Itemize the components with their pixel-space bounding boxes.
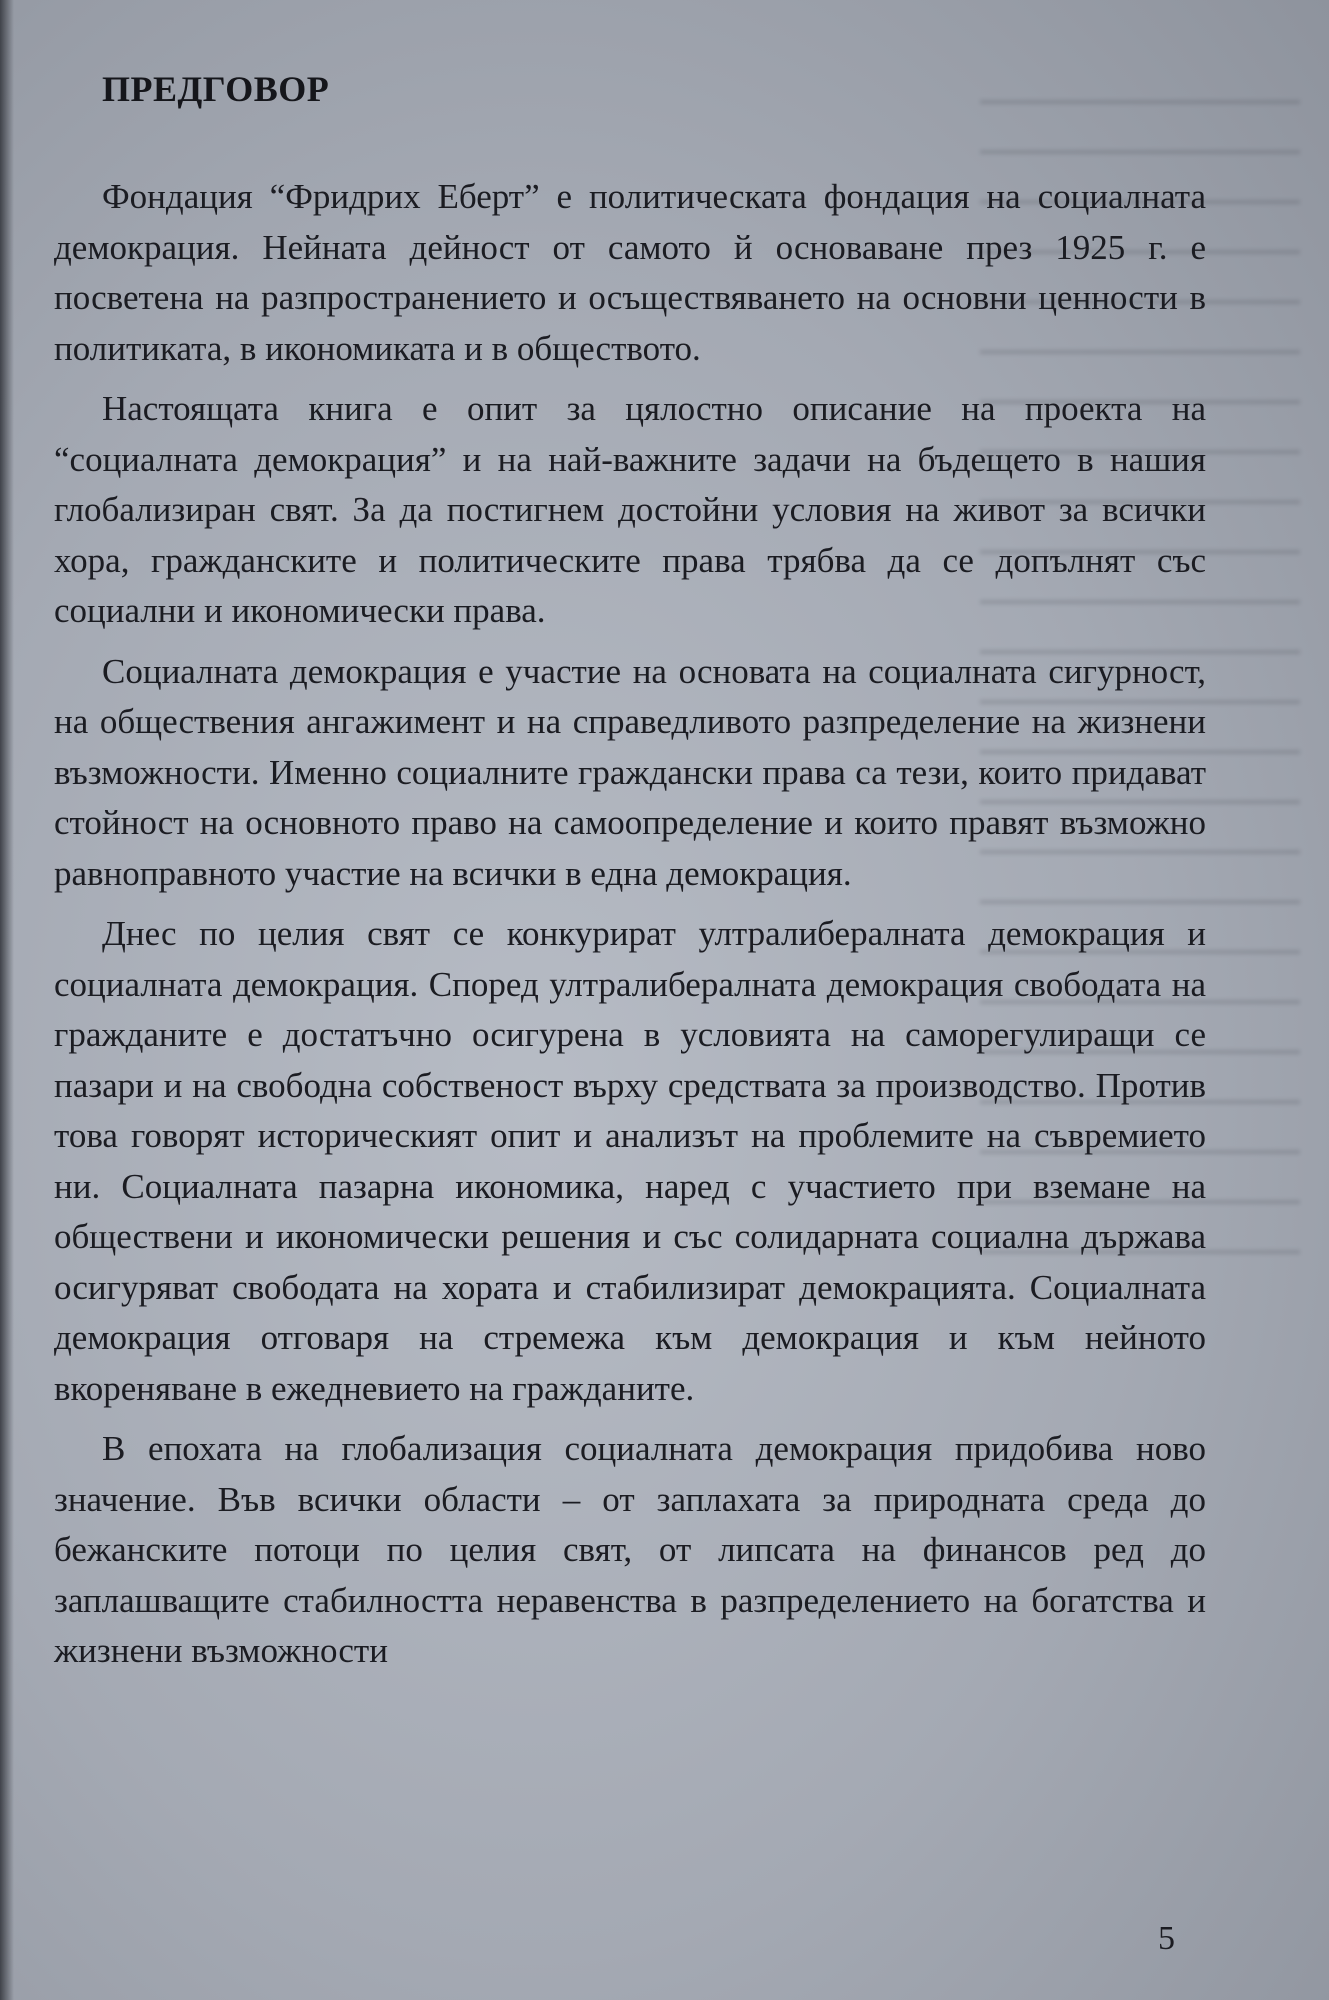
- page-heading: ПРЕДГОВОР: [102, 69, 330, 109]
- paragraph: Фондация “Фридрих Еберт” е политическата фондация на социалната демокрация. Нейната дейност от самото й основаване през 1925 г. е посветена на разпространението и осъществяването на основни ценности в политиката, в икономиката и в обществото.: [54, 177, 1206, 368]
- body-text: [54, 172, 1206, 1687]
- page-number: 5: [1158, 1920, 1175, 1957]
- paragraph: Днес по целия свят се конкурират ултралибералната демокрация и социалната демокрация. Според ултралибералната демокрация свободата на гражданите е достатъчно осигурена в условията на саморегулиращи се пазари и на свободна собственост върху средствата за производство. Против това говорят историческият опит и анализът на проблемите на съвремието ни. Социалната пазарна икономика, наред с участието при вземане на обществени и икономически решения и със солидарната социална държава осигуряват свободата на хората и стабилизират демокрацията. Социалната демокрация отговаря на стремежа към демокрация и към нейното вкореняване в ежедневието на гражданите.: [54, 914, 1206, 1408]
- paragraph: В епохата на глобализация социалната демокрация придобива ново значение. Във всички области – от заплахата за природната среда до бежанските потоци по целия свят, от липсата на финансов ред до заплашващите стабилността неравенства в разпределението на богатства и жизнени възможности: [54, 1429, 1206, 1670]
- paragraph: Социалната демокрация е участие на основата на социалната сигурност, на обществения ангажимент и на справедливото разпределение на жизнени възможности. Именно социалните граждански права са тези, които придават стойност на основното право на самоопределение и които правят възможно равноправното участие на всички в една демокрация.: [54, 651, 1206, 893]
- page-edge-shadow: [0, 0, 14, 2000]
- paragraph: Настоящата книга е опит за цялостно описание на проекта на “социалната демокрация” и на най-важните задачи на бъдещето в нашия глобализиран свят. За да постигнем достойни условия на живот за всички хора, гражданските и политическите права трябва да се допълнят със социални и икономически права.: [54, 389, 1206, 630]
